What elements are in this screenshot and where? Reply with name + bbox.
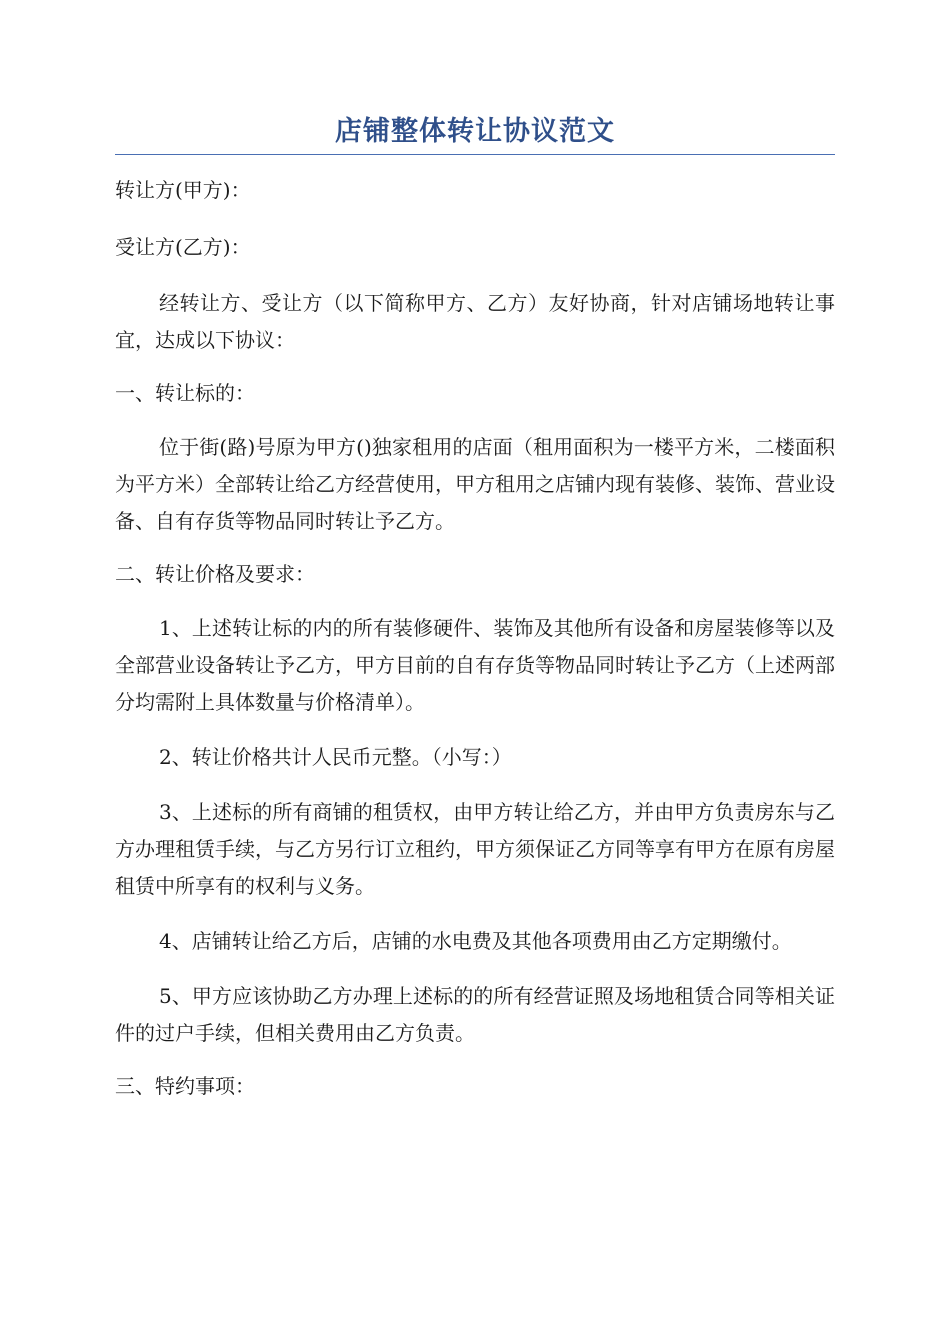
section3-heading: 三、特约事项： bbox=[115, 1074, 255, 1098]
party-a-line: 转让方(甲方)： bbox=[115, 178, 251, 202]
section1-heading: 一、转让标的： bbox=[115, 381, 255, 405]
section2-item-1: 1、上述转让标的内的所有装修硬件、装饰及其他所有设备和房屋装修等以及全部营业设备转让予乙方，甲方目前的自有存货等物品同时转让予乙方（上述两部分均需附上具体数量与价格清单）。 bbox=[115, 616, 835, 714]
section2-item-3: 3、上述标的所有商铺的租赁权，由甲方转让给乙方，并由甲方负责房东与乙方办理租赁手续，与乙方另行订立租约，甲方须保证乙方同等享有甲方在原有房屋租赁中所享有的权利与义务。 bbox=[115, 800, 835, 898]
party-b-line: 受让方(乙方)： bbox=[115, 235, 251, 259]
section2-item-2: 2、转让价格共计人民币元整。（小写：） bbox=[159, 745, 512, 769]
section2-item-4: 4、店铺转让给乙方后，店铺的水电费及其他各项费用由乙方定期缴付。 bbox=[159, 929, 792, 953]
document-page bbox=[115, 112, 835, 1105]
section2-item-5: 5、甲方应该协助乙方办理上述标的的所有经营证照及场地租赁合同等相关证件的过户手续，但相关费用由乙方负责。 bbox=[115, 984, 835, 1045]
section2-heading: 二、转让价格及要求： bbox=[115, 562, 315, 586]
document-title: 店铺整体转让协议范文 bbox=[335, 116, 615, 147]
section1-body: 位于街(路)号原为甲方()独家租用的店面（租用面积为一楼平方米，二楼面积为平方米）全部转让给乙方经营使用，甲方租用之店铺内现有装修、装饰、营业设备、自有存货等物品同时转让予乙方。 bbox=[115, 435, 835, 533]
intro-paragraph: 经转让方、受让方（以下简称甲方、乙方）友好协商，针对店铺场地转让事宜，达成以下协议： bbox=[115, 291, 835, 352]
title-underline bbox=[115, 154, 835, 155]
